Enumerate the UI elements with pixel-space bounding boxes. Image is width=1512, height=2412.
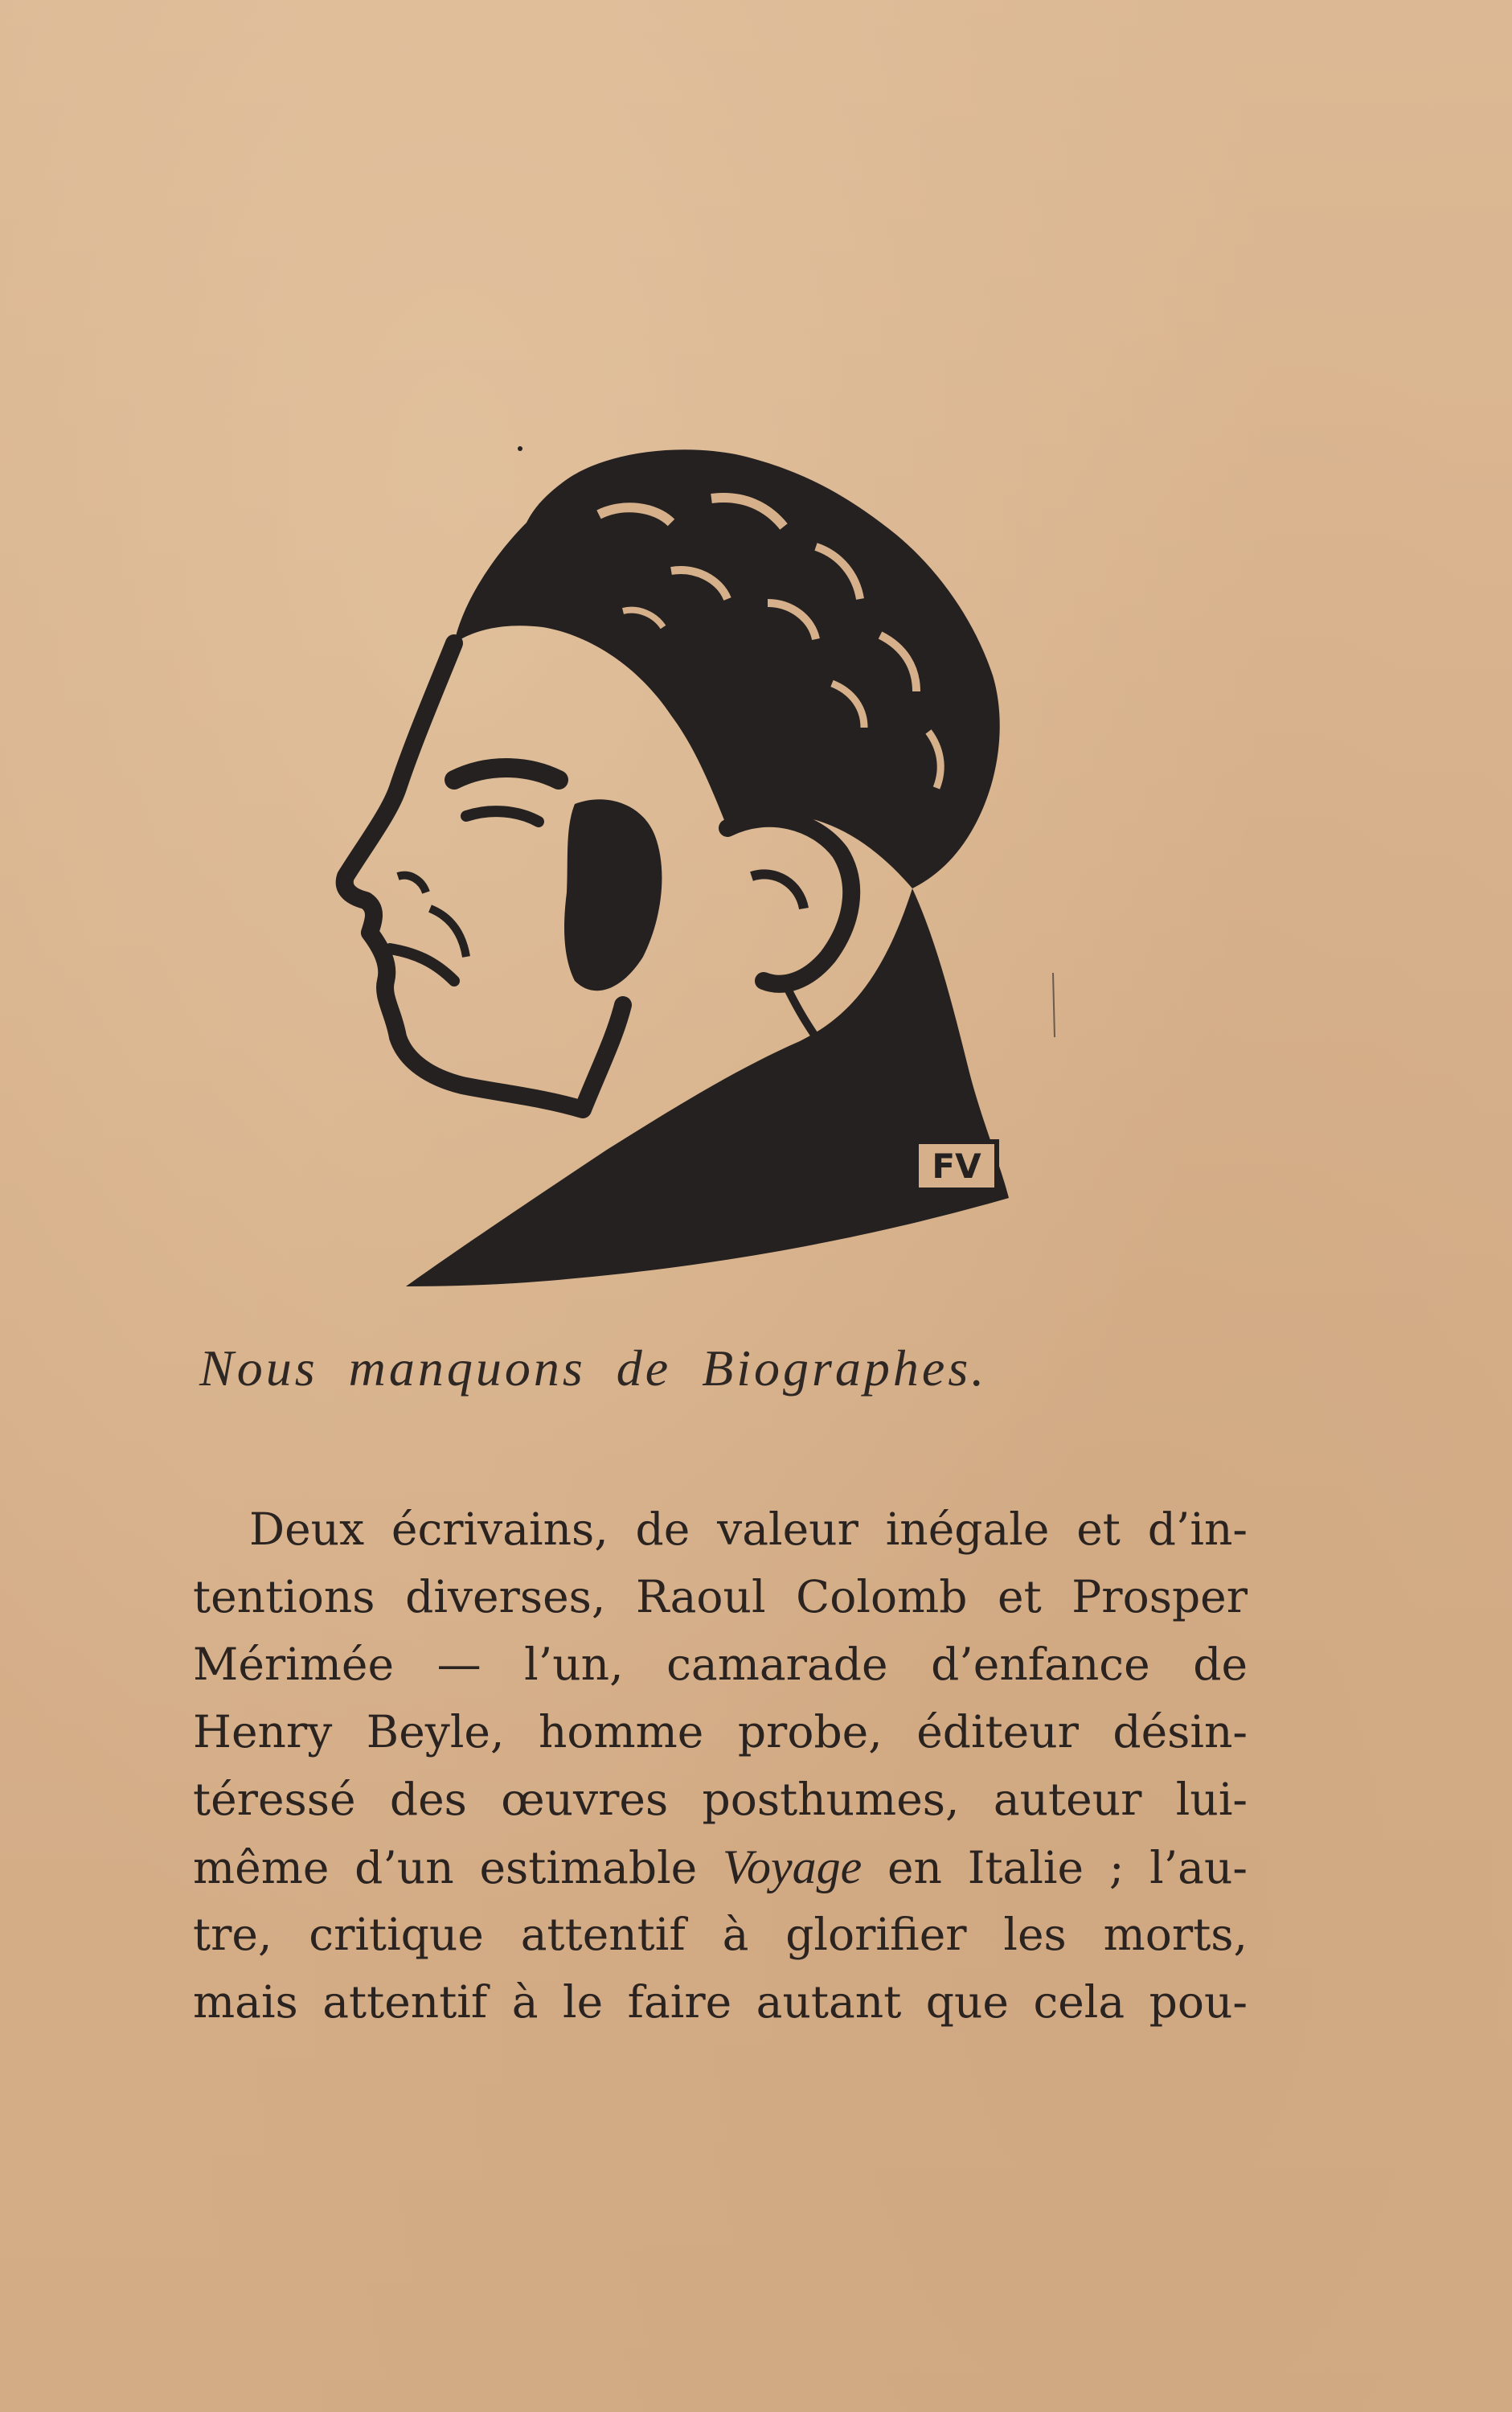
monogram-fv: [916, 1142, 997, 1190]
paragraph-line: Mérimée — l’un, camarade d’enfance de: [193, 1639, 1248, 1690]
woodcut-portrait: [334, 426, 1105, 1294]
text-run: en Italie ; l’au-: [862, 1842, 1248, 1893]
svg-text:FV: FV: [932, 1147, 981, 1186]
paragraph-line: tre, critique attentif à glorifier les morts,: [193, 1909, 1248, 1960]
text-run: même d’un estimable: [193, 1842, 723, 1893]
portrait-sideburn: [564, 799, 662, 991]
illustration-caption: Nous manquons de Biographes.: [199, 1339, 988, 1397]
body-paragraph: [193, 1495, 1248, 2036]
paragraph-line: tentions diverses, Raoul Colomb et Prosper: [193, 1571, 1248, 1622]
paragraph-line: téressé des œuvres posthumes, auteur lui-: [193, 1774, 1248, 1825]
paragraph-line: Deux écrivains, de valeur inégale et d’in-: [249, 1503, 1248, 1555]
paragraph-line-with-italic: [193, 1833, 1248, 1901]
portrait-ear: [727, 818, 851, 984]
paragraph-line: mais attentif à le faire autant que cela pou-: [193, 1976, 1248, 2028]
paragraph-line: Henry Beyle, homme probe, éditeur désin-: [193, 1706, 1248, 1758]
italic-title: Voyage: [722, 1840, 863, 1893]
